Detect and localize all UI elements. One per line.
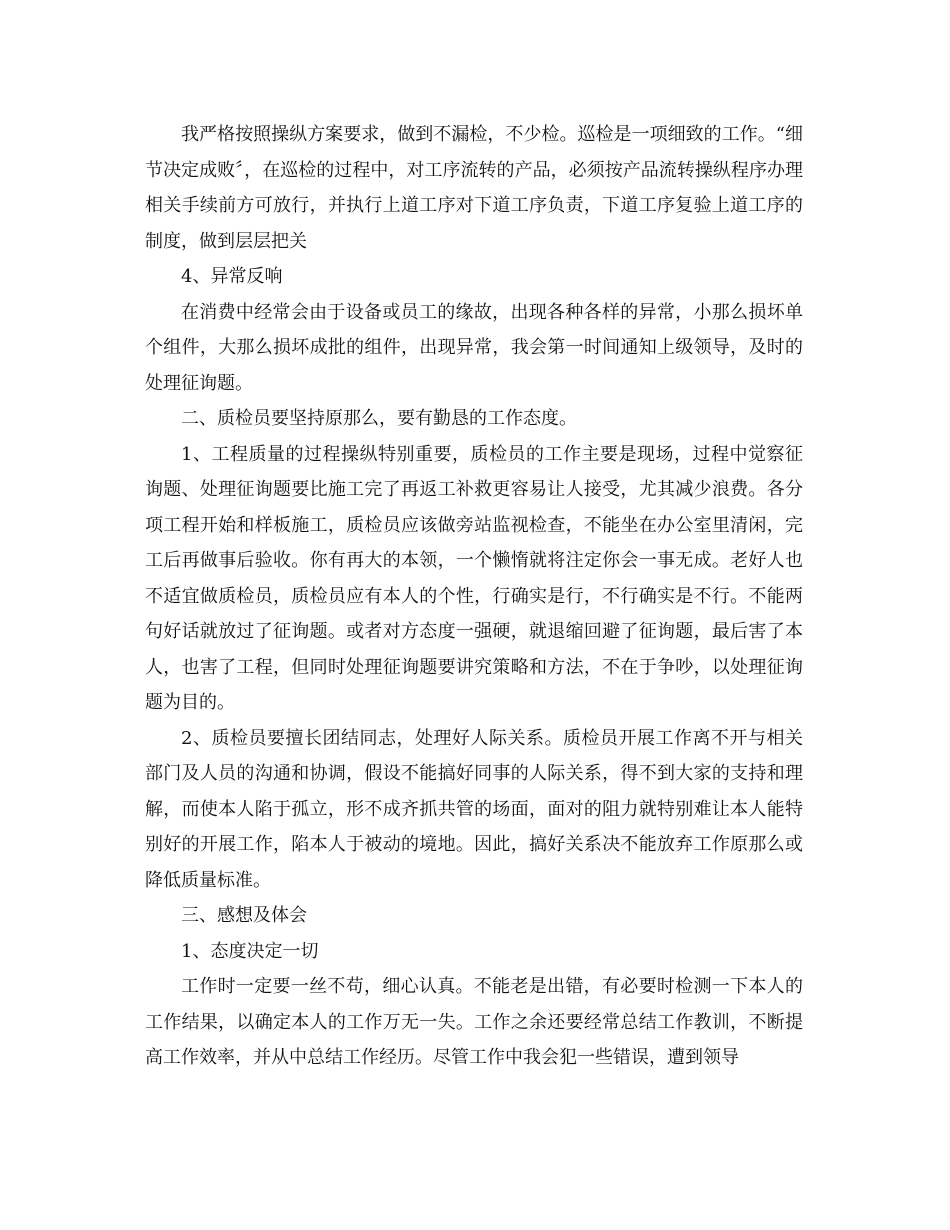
heading-principles: 二、质检员要坚持原那么，要有勤恳的工作态度。 [181, 408, 577, 429]
heading-reflections: 三、感想及体会 [181, 905, 307, 926]
paragraph-attitude: 工作时一定要一丝不苟，细心认真。不能老是出错，有必要时检测一下本人的工作结果，以确定本人的工作万无一失。工作之余还要经常总结工作教训，不断提高工作效率，并从中总结工作经历。尽管工作中我会犯一些错误，遭到领导 [145, 976, 803, 1068]
heading-attitude: 1、态度决定一切 [181, 940, 319, 962]
heading-abnormal-feedback: 4、异常反响 [181, 266, 283, 287]
paragraph-inspection: 我严格按照操纵方案要求，做到不漏检，不少检。巡检是一项细致的工作。“细节决定成败〞，在巡检的过程中，对工序流转的产品，必须按产品流转操纵程序办理相关手续前方可放行，并执行上道工序对下道工序负责，下道工序复验上道工序的制度，做到层层把关 [145, 124, 803, 252]
paragraph-relationships: 2、质检员要擅长团结同志，处理好人际关系。质检员开展工作离不开与相关部门及人员的沟通和协调，假设不能搞好同事的人际关系，得不到大家的支持和理解，而使本人陷于孤立，形不成齐抓共管的场面，面对的阻力就特别难让本人能特别好的开展工作，陷本人于被动的境地。因此，搞好关系决不能放弃工作原那么或降低质量标准。 [145, 727, 803, 891]
paragraph-quality-control: 1、工程质量的过程操纵特别重要，质检员的工作主要是现场，过程中觉察征询题、处理征询题要比施工完了再返工补救更容易让人接受，尤其减少浪费。各分项工程开始和样板施工，质检员应该做旁站监视检查，不能坐在办公室里清闲，完工后再做事后验收。你有再大的本领，一个懒惰就将注定你会一事无成。老好人也不适宜做质检员，质检员应有本人的个性，行确实是行，不行确实是不行。不能两句好话就放过了征询题。或者对方态度一强硬，就退缩回避了征询题，最后害了本人，也害了工程，但同时处理征询题要讲究策略和方法，不在于争吵，以处理征询题为目的。 [145, 443, 803, 713]
paragraph-abnormal: 在消费中经常会由于设备或员工的缘故，出现各种各样的异常，小那么损坏单个组件，大那么损坏成批的组件，出现异常，我会第一时间通知上级领导，及时的处理征询题。 [145, 301, 803, 394]
document-body [145, 117, 803, 1076]
